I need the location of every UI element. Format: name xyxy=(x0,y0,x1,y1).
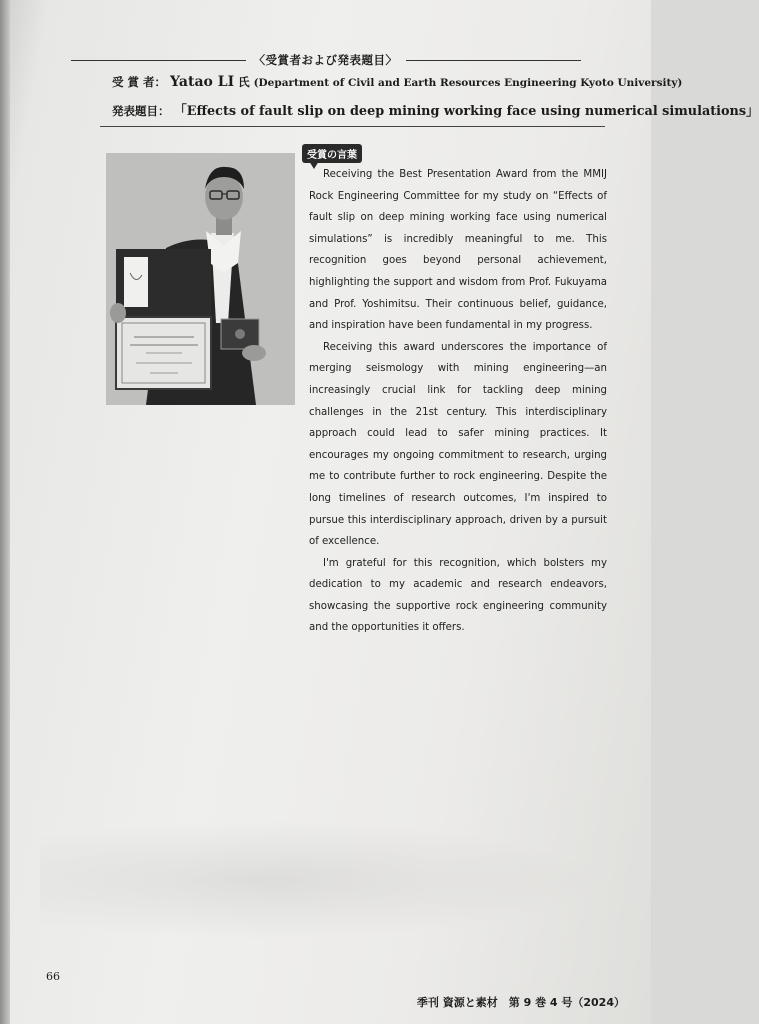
paragraph-2: Receiving this award underscores the importance of merging seismology with mining engineering—an increasingly crucial link for tackling deep mining challenges in the 21st century. This interdisciplinary approach could lead to safer mining practices. It encourages my ongoing commitment to research, urging me to contribute further to rock engineering. Despite the long timelines of research outcomes, I'm inspired to pursue this interdisciplinary approach, driven by a pursuit of excellence. xyxy=(309,341,607,548)
photo-illustration xyxy=(106,153,295,405)
journal-footer: 季刊 資源と素材 第 9 巻 4 号（2024） xyxy=(416,996,625,1009)
award-speech-badge: 受賞の言葉 xyxy=(302,144,362,163)
awardee-photo xyxy=(106,153,295,405)
awardee-label: 受 賞 者： xyxy=(112,75,167,89)
awardee-suffix: 氏 xyxy=(238,75,250,89)
header-rule-right xyxy=(406,60,581,61)
paragraph-3: I'm grateful for this recognition, which bolsters my dedication to my academic and research endeavors, showcasing the supportive rock engineering community and the opportunities it offers. xyxy=(309,557,607,634)
header-divider xyxy=(100,126,605,127)
paragraph-1: Receiving the Best Presentation Award from the MMIJ Rock Engineering Committee for my study on “Effects of fault slip on deep mining working face using numerical simulations” is incredibly meaningful to me. This recognition goes beyond personal achievement, highlighting the support and wisdom from Prof. Fukuyama and Prof. Yoshimitsu. Their continuous belief, guidance, and inspiration have been fundamental in my progress. xyxy=(309,169,607,332)
section-header xyxy=(0,52,651,68)
awardee-affiliation: (Department of Civil and Earth Resources Engineering Kyoto University) xyxy=(253,77,683,89)
title-label: 発表題目： xyxy=(112,104,170,118)
section-label: 〈受賞者および発表題目〉 xyxy=(253,53,398,67)
header-rule-left xyxy=(71,60,246,61)
page-number: 66 xyxy=(46,970,60,983)
bleed-through-smudge xyxy=(40,820,600,940)
awardee-row xyxy=(112,74,682,90)
presentation-title: 「Effects of fault slip on deep mining working face using numerical simulations」 xyxy=(173,104,759,119)
awardee-name: Yatao LI xyxy=(170,74,235,90)
page-edge-shadow xyxy=(0,0,10,1024)
title-row xyxy=(112,100,759,119)
award-speech-text xyxy=(309,164,607,639)
